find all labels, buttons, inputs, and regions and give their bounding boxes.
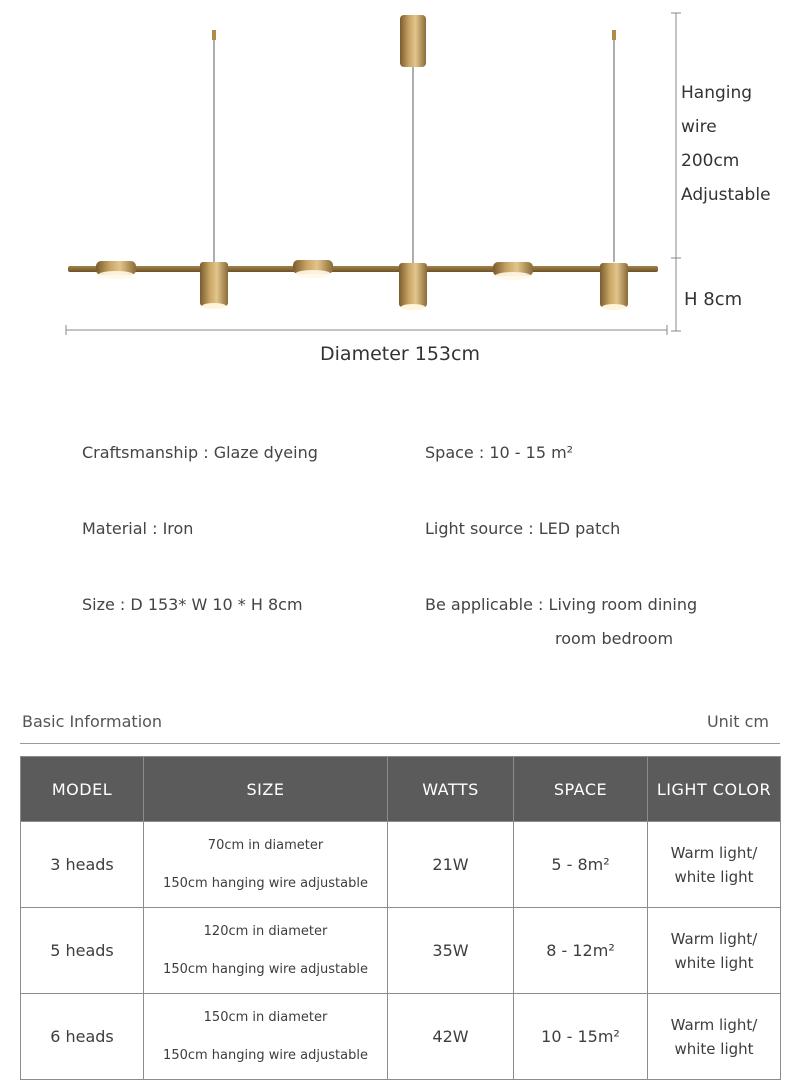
unit-label: Unit cm: [706, 712, 769, 731]
header-size: SIZE: [144, 757, 388, 822]
light-color-cell: Warm light/ white light: [648, 994, 781, 1080]
model-cell: 5 heads: [21, 908, 144, 994]
table-row: [21, 908, 781, 994]
disc-head: [493, 262, 533, 280]
space-cell: 5 - 8m²: [514, 822, 648, 908]
basic-information-title: Basic Information: [22, 712, 163, 731]
header-model: MODEL: [21, 757, 144, 822]
model-cell: 6 heads: [21, 994, 144, 1080]
lamp-diagram: [0, 0, 800, 390]
header-space: SPACE: [514, 757, 648, 822]
pendant-lamp-illustration: [0, 0, 800, 390]
watts-cell: 35W: [388, 908, 514, 994]
size-cell: 120cm in diameter 150cm hanging wire adjustable: [144, 908, 388, 994]
size-cell: 150cm in diameter 150cm hanging wire adjustable: [144, 994, 388, 1080]
cylinder-head: [200, 262, 228, 309]
table-header-row: [21, 757, 781, 822]
spec-applicable: Be applicable : Living room dining room bedroom: [425, 595, 698, 648]
cylinder-head: [399, 263, 427, 310]
spec-craftsmanship: Craftsmanship : Glaze dyeing: [82, 443, 318, 462]
model-cell: 3 heads: [21, 822, 144, 908]
disc-head: [293, 260, 333, 278]
space-cell: 10 - 15m²: [514, 994, 648, 1080]
space-cell: 8 - 12m²: [514, 908, 648, 994]
watts-cell: 21W: [388, 822, 514, 908]
model-table: [20, 756, 781, 1080]
spec-size: Size : D 153* W 10 * H 8cm: [82, 595, 303, 614]
spec-material: Material : Iron: [82, 519, 194, 538]
disc-head: [96, 261, 136, 279]
size-cell: 70cm in diameter 150cm hanging wire adjustable: [144, 822, 388, 908]
divider: [20, 743, 780, 744]
hanging-wire-label: Hanging wire 200cm Adjustable: [681, 83, 771, 205]
horizontal-bar: [68, 266, 658, 272]
table-row: [21, 994, 781, 1080]
spec-space: Space : 10 - 15 m²: [425, 443, 574, 462]
header-watts: WATTS: [388, 757, 514, 822]
cylinder-head: [600, 263, 628, 310]
watts-cell: 42W: [388, 994, 514, 1080]
light-color-cell: Warm light/ white light: [648, 822, 781, 908]
table-row: [21, 822, 781, 908]
height-label: H 8cm: [684, 289, 743, 310]
light-color-cell: Warm light/ white light: [648, 908, 781, 994]
spec-light-source: Light source : LED patch: [425, 519, 621, 538]
header-light-color: LIGHT COLOR: [648, 757, 781, 822]
ceiling-canopy: [400, 15, 426, 67]
diameter-label: Diameter 153cm: [320, 343, 480, 365]
